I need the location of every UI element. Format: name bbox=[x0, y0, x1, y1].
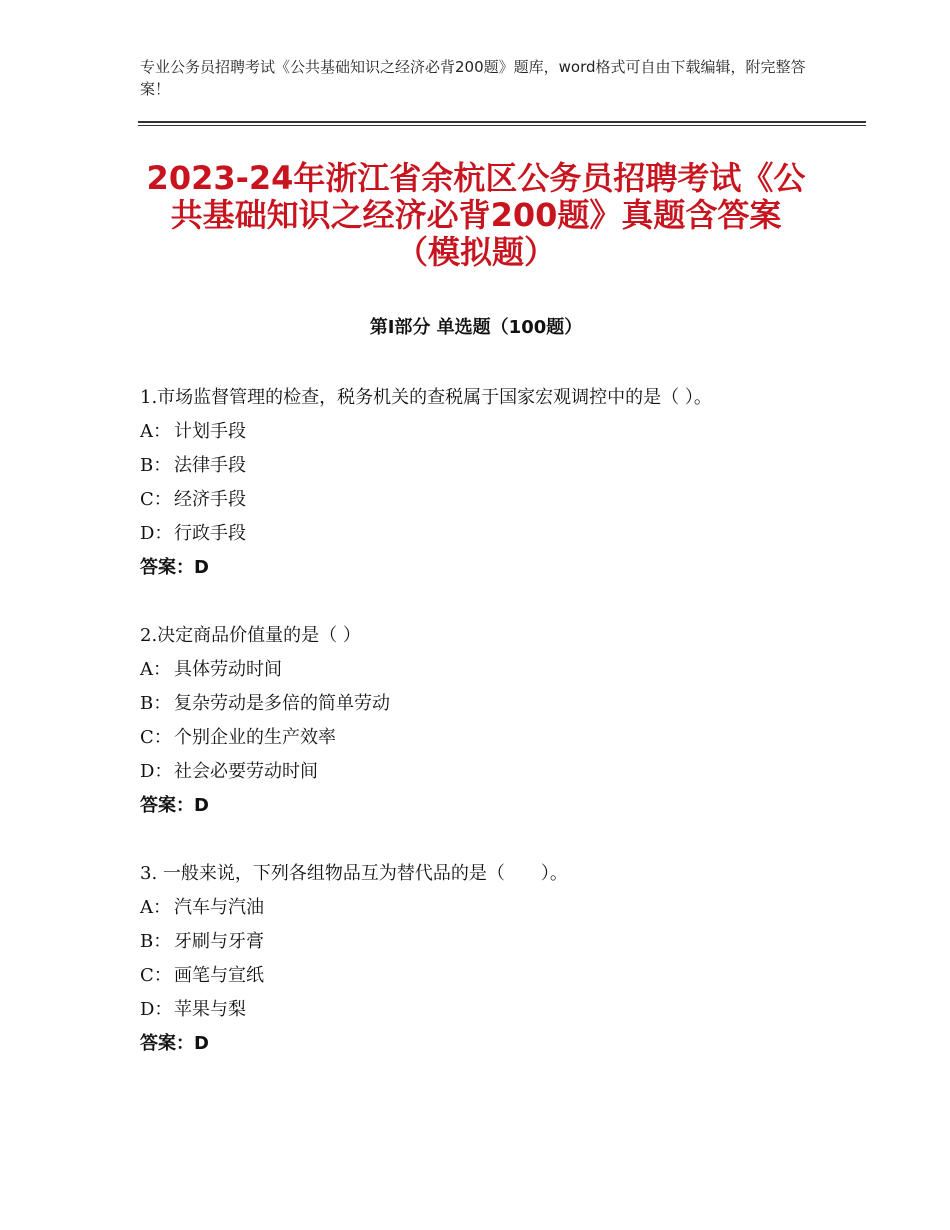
option-d bbox=[140, 520, 812, 554]
document-title: 2023-24年浙江省余杭区公务员招聘考试《公共基础知识之经济必背200题》真题含答案（模拟题） bbox=[146, 159, 806, 271]
option-text: 计划手段 bbox=[174, 421, 246, 442]
option-letter: B： bbox=[140, 693, 172, 714]
option-d bbox=[140, 996, 812, 1030]
question-stem: 2.决定商品价值量的是（ ） bbox=[140, 625, 361, 646]
option-text: 个别企业的生产效率 bbox=[174, 727, 336, 748]
option-a bbox=[140, 894, 812, 928]
option-letter: A： bbox=[140, 659, 171, 680]
option-text: 行政手段 bbox=[174, 523, 246, 544]
header-divider-thin bbox=[138, 125, 866, 126]
option-letter: C： bbox=[140, 727, 172, 748]
option-text: 画笔与宣纸 bbox=[174, 965, 264, 986]
option-letter: B： bbox=[140, 455, 172, 476]
question-1 bbox=[140, 384, 812, 588]
question-stem: 3. 一般来说，下列各组物品互为替代品的是（ ）。 bbox=[140, 863, 568, 884]
question-list bbox=[140, 384, 812, 1064]
option-c bbox=[140, 962, 812, 996]
option-b bbox=[140, 452, 812, 486]
option-text: 具体劳动时间 bbox=[174, 659, 282, 680]
option-letter: B： bbox=[140, 931, 172, 952]
option-letter: D： bbox=[140, 523, 173, 544]
option-text: 社会必要劳动时间 bbox=[174, 761, 318, 782]
option-c bbox=[140, 486, 812, 520]
option-letter: A： bbox=[140, 897, 171, 918]
option-letter: D： bbox=[140, 999, 173, 1020]
option-a bbox=[140, 418, 812, 452]
header-note: 专业公务员招聘考试《公共基础知识之经济必背200题》题库，word格式可自由下载编辑，附完整答案！ bbox=[140, 58, 806, 98]
option-b bbox=[140, 928, 812, 962]
option-letter: D： bbox=[140, 761, 173, 782]
answer-line: 答案：D bbox=[140, 1033, 209, 1054]
question-2 bbox=[140, 622, 812, 826]
option-text: 苹果与梨 bbox=[174, 999, 246, 1020]
option-letter: C： bbox=[140, 965, 172, 986]
option-text: 复杂劳动是多倍的简单劳动 bbox=[174, 693, 390, 714]
answer-line: 答案：D bbox=[140, 795, 209, 816]
section-title: 第Ⅰ部分 单选题（100题） bbox=[369, 317, 583, 338]
option-text: 牙刷与牙膏 bbox=[174, 931, 264, 952]
header-divider-thick bbox=[138, 121, 866, 123]
option-d bbox=[140, 758, 812, 792]
option-b bbox=[140, 690, 812, 724]
option-letter: A： bbox=[140, 421, 171, 442]
option-text: 法律手段 bbox=[174, 455, 246, 476]
option-text: 汽车与汽油 bbox=[174, 897, 264, 918]
option-a bbox=[140, 656, 812, 690]
question-3 bbox=[140, 860, 812, 1064]
option-letter: C： bbox=[140, 489, 172, 510]
question-stem: 1.市场监督管理的检查，税务机关的查税属于国家宏观调控中的是（ ）。 bbox=[140, 387, 712, 408]
answer-line: 答案：D bbox=[140, 557, 209, 578]
option-text: 经济手段 bbox=[174, 489, 246, 510]
option-c bbox=[140, 724, 812, 758]
